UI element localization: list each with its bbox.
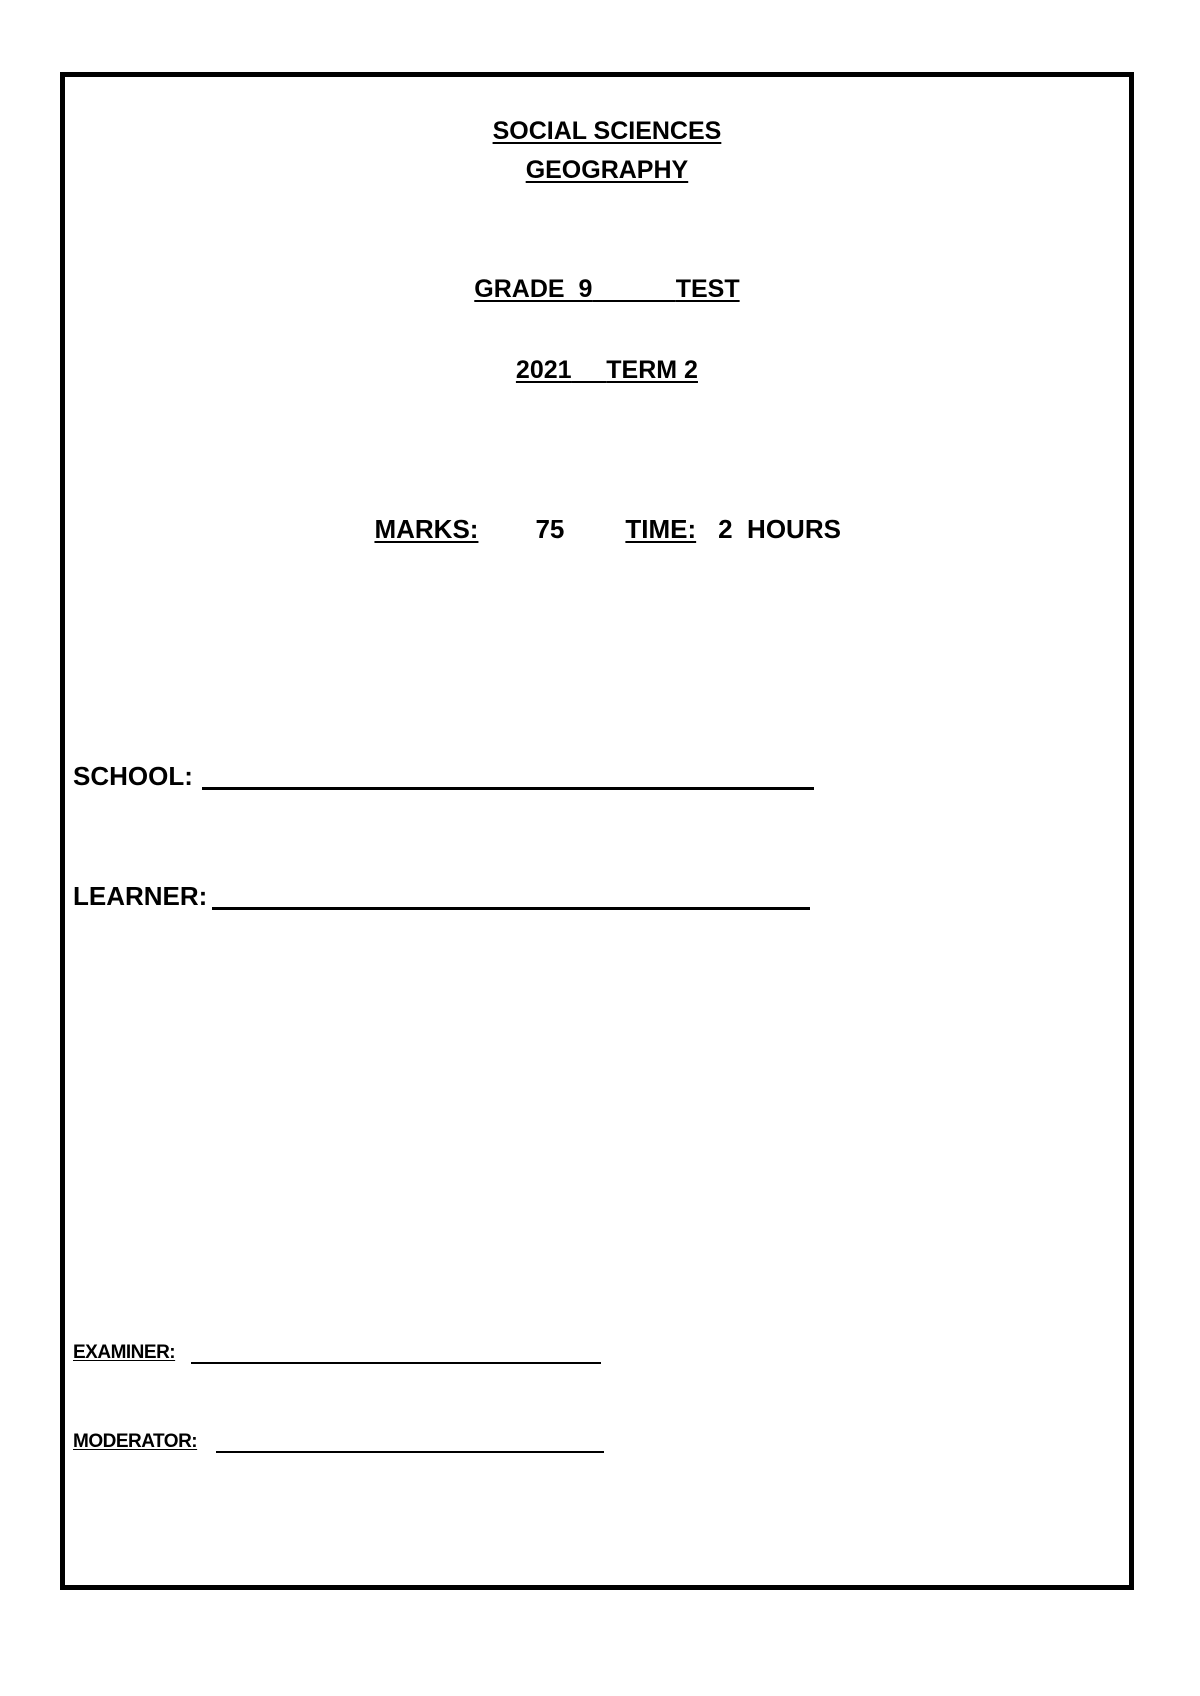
term-text: TERM 2 bbox=[606, 356, 698, 384]
grade-text: GRADE 9 bbox=[474, 275, 593, 303]
year-spacer bbox=[572, 356, 607, 384]
assessment-text: TEST bbox=[675, 275, 740, 303]
school-label: SCHOOL: bbox=[73, 761, 193, 791]
marks-time-line bbox=[360, 481, 841, 545]
grade-spacer bbox=[592, 275, 675, 303]
school-blank-line[interactable] bbox=[202, 787, 814, 790]
year-term-line bbox=[0, 325, 1200, 385]
examiner-blank-line[interactable] bbox=[191, 1362, 601, 1364]
learner-blank-line[interactable] bbox=[212, 907, 810, 910]
learner-label: LEARNER: bbox=[73, 881, 208, 911]
moderator-blank-line[interactable] bbox=[216, 1451, 604, 1453]
marks-label: MARKS: bbox=[374, 514, 479, 544]
discipline-text: GEOGRAPHY bbox=[525, 156, 689, 184]
year-text: 2021 bbox=[515, 356, 572, 384]
moderator-label: MODERATOR: bbox=[73, 1431, 198, 1452]
marks-value: 75 bbox=[535, 514, 565, 544]
examiner-label: EXAMINER: bbox=[73, 1342, 176, 1363]
grade-test-line bbox=[0, 244, 1200, 304]
discipline-title bbox=[0, 125, 1200, 185]
school-field bbox=[73, 760, 193, 792]
time-label: TIME: bbox=[625, 514, 697, 544]
time-value: 2 HOURS bbox=[718, 514, 841, 544]
subject-text: SOCIAL SCIENCES bbox=[492, 117, 722, 145]
learner-field bbox=[73, 880, 207, 912]
